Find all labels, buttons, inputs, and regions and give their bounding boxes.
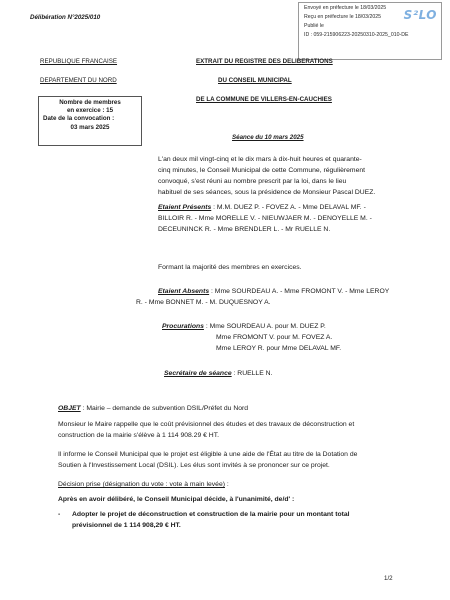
eligible-line-2: Soutien à l'Investissement Local (DSIL). Les élus sont invités à se prononcer sur ce projet. [58,462,330,469]
object-value: : Mairie – demande de subvention DSIL/Préfet du Nord [80,405,249,412]
mayor-line-1: Monsieur le Maire rappelle que le coût prévisionnel des études et des travaux de déconstruction et [58,421,355,428]
department-label: DEPARTEMENT DU NORD [40,77,117,84]
mayor-paragraph [58,419,418,441]
intro-line-2: cinq minutes, le Conseil Municipal de cette Commune, régulièrement [158,167,366,174]
presents-label: Etaient Présents [158,204,212,211]
session-date: Séance du 10 mars 2025 [232,134,304,141]
decision-heading [58,479,229,490]
presents-block [158,202,408,235]
republic-label: REPUBLIQUE FRANCAISE [40,58,118,65]
intro-line-3: convoqué, s'est réuni au nombre prescrit par la loi, dans le lieu [158,178,347,185]
members-box [38,96,142,146]
stamp-sent-line: Envoyé en préfecture le 18/03/2025 [304,5,387,11]
convocation-label: Date de la convocation : [43,115,115,123]
intro-line-1: L'an deux mil vingt-cinq et le dix mars à dix-huit heures et quarante- [158,156,362,163]
bullet-line-1: Adopter le projet de déconstruction et construction de la mairie pour un montant total [72,511,350,518]
object-label: OBJET [58,405,81,412]
object-block [58,403,248,414]
presents-line-1: : M.M. DUEZ P. - FOVEZ A. - Mme DELAVAL MF. - [211,204,366,211]
decision-colon: : [225,481,229,488]
decision-bullet [58,509,418,531]
stamp-id-line: ID : 059-215906223-20250310-2025_010-DE [304,32,409,38]
members-label: Nombre de membres [59,99,121,106]
intro-line-4: habituel de ses séances, sous la présidence de Monsieur Pascal DUEZ. [158,189,376,196]
stamp-published-line: Publié le [304,23,324,29]
unanimity-text: Après en avoir délibéré, le Conseil Municipal décide, à l'unanimité, de/d' : [58,496,295,503]
bullet-dash: - [58,511,61,518]
presents-line-3: DECEUNINCK R. - Mme BRENDLER L. - Mr RUELLE N. [158,226,331,233]
procurations-line-2: Mme FROMONT V. pour M. FOVEZ A. [216,334,333,341]
s2lo-logo: S²LO [403,8,437,22]
bullet-line-2: prévisionnel de 1 114 908,29 € HT. [72,522,181,529]
mayor-line-2: construction de la mairie s'élève à 1 114 908.29 € HT. [58,432,219,439]
absents-line-2: R. - Mme BONNET M. - M. DUQUESNOY A. [136,299,271,306]
majority-text: Formant la majorité des membres en exercices. [158,264,302,271]
decision-label: Décision prise (désignation du vote : vote à main levée) [58,481,225,488]
procurations-block [162,321,402,354]
procurations-line-1: : Mme SOURDEAU A. pour M. DUEZ P. [203,323,326,330]
deliberation-number: Délibération N°2025/010 [30,14,101,21]
title-line-3: DE LA COMMUNE DE VILLERS-EN-CAUCHIES [196,96,332,103]
presents-line-2: BILLOIR R. - Mme MORELLE V. - NIEUWJAER M. - DENOYELLE M. - [158,215,372,222]
members-count: en exercice : 15 [66,107,114,115]
title-line-1: EXTRAIT DU REGISTRE DES DELIBERATIONS [196,58,333,65]
eligible-line-1: Il informe le Conseil Municipal que le projet est éligible à une aide de l'État au titre de la Dotation de [58,451,358,458]
title-line-2: DU CONSEIL MUNICIPAL [218,77,292,84]
absents-line-1: : Mme SOURDEAU A. - Mme FROMONT V. - Mme LEROY [209,288,390,295]
intro-paragraph [158,154,408,198]
secretary-value: : RUELLE N. [231,370,273,377]
secretary-block [164,368,272,379]
eligibility-paragraph [58,449,418,471]
absents-block [136,286,406,308]
absents-label: Etaient Absents [158,288,210,295]
stamp-received-line: Reçu en préfecture le 18/03/2025 [304,14,382,20]
convocation-date: 03 mars 2025 [70,123,110,131]
prefecture-stamp [298,2,442,60]
secretary-label: Secrétaire de séance [164,370,232,377]
page-number: 1/2 [384,575,393,582]
procurations-label: Procurations [162,323,204,330]
procurations-line-3: Mme LEROY R. pour Mme DELAVAL MF. [216,345,342,352]
